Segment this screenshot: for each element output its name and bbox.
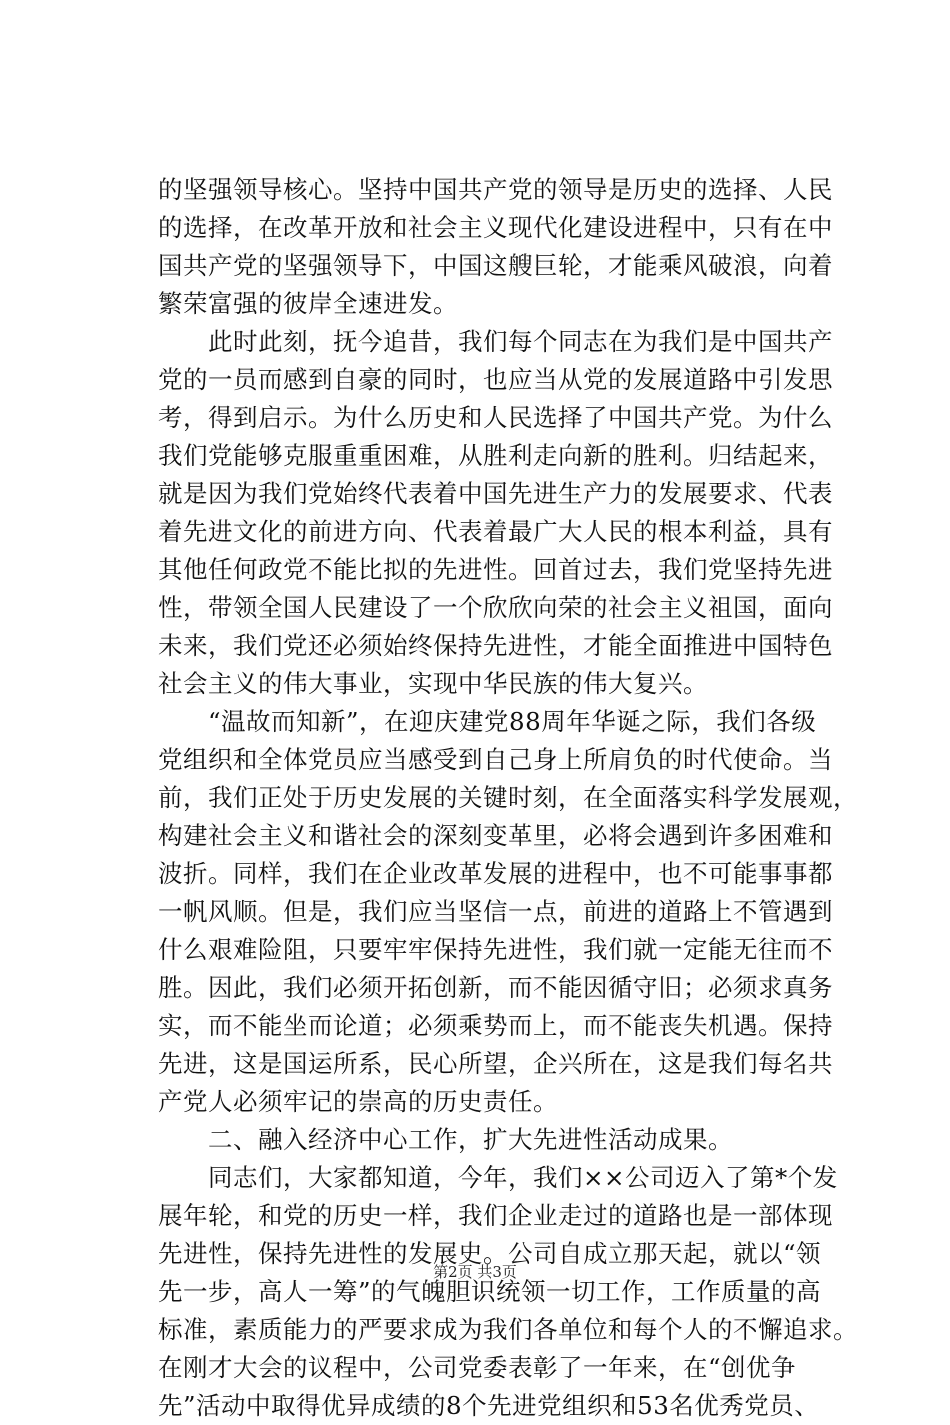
text-line-23: 实，而不能坐而论道；必须乘势而上，而不能丧失机遇。保持 [158,1011,833,1040]
text-line-10: 着先进文化的前进方向、代表着最广大人民的根本利益，具有 [158,517,833,546]
section-heading: 二、融入经济中心工作，扩大先进性活动成果。 [158,1125,733,1154]
text-line-5: 此时此刻，抚今追昔，我们每个同志在为我们是中国共产 [158,327,833,356]
text-line-6: 党的一员而感到自豪的同时，也应当从党的发展道路中引发思 [158,365,833,394]
text-line-2: 的选择，在改革开放和社会主义现代化建设进程中，只有在中 [158,213,833,242]
text-line-29: 先进性，保持先进性的发展史。公司自成立那天起，就以“领 [158,1239,822,1268]
text-line-4: 繁荣富强的彼岸全速进发。 [158,289,458,318]
text-line-25: 产党人必须牢记的崇高的历史责任。 [158,1087,558,1116]
text-line-13: 未来，我们党还必须始终保持先进性，才能全面推进中国特色 [158,631,833,660]
page-number-footer: 第2页 共3页 [433,1263,517,1281]
text-line-1: 的坚强领导核心。坚持中国共产党的领导是历史的选择、人民 [158,175,833,204]
text-line-7: 考，得到启示。为什么历史和人民选择了中国共产党。为什么 [158,403,833,432]
text-line-19: 波折。同样，我们在企业改革发展的进程中，也不可能事事都 [158,859,833,888]
text-line-17: 前，我们正处于历史发展的关键时刻，在全面落实科学发展观， [158,783,858,812]
text-line-3: 国共产党的坚强领导下，中国这艘巨轮，才能乘风破浪，向着 [158,251,833,280]
text-line-31: 标准，素质能力的严要求成为我们各单位和每个人的不懈追求。 [158,1315,858,1344]
text-line-18: 构建社会主义和谐社会的深刻变革里，必将会遇到许多困难和 [158,821,833,850]
body-text [158,171,858,1425]
text-line-14: 社会主义的伟大事业，实现中华民族的伟大复兴。 [158,669,708,698]
text-line-28: 展年轮，和党的历史一样，我们企业走过的道路也是一部体现 [158,1201,833,1230]
text-line-20: 一帆风顺。但是，我们应当坚信一点，前进的道路上不管遇到 [158,897,833,926]
text-line-21: 什么艰难险阻，只要牢牢保持先进性，我们就一定能无往而不 [158,935,833,964]
text-line-15: “温故而知新”，在迎庆建党88周年华诞之际，我们各级 [158,707,817,736]
text-line-11: 其他任何政党不能比拟的先进性。回首过去，我们党坚持先进 [158,555,833,584]
text-line-9: 就是因为我们党始终代表着中国先进生产力的发展要求、代表 [158,479,833,508]
text-line-12: 性，带领全国人民建设了一个欣欣向荣的社会主义祖国，面向 [158,593,833,622]
text-line-32: 在刚才大会的议程中，公司党委表彰了一年来，在“创优争 [158,1353,797,1382]
text-line-27: 同志们，大家都知道，今年，我们××公司迈入了第*个发 [158,1163,838,1192]
text-line-8: 我们党能够克服重重困难，从胜利走向新的胜利。归结起来， [158,441,833,470]
text-line-30: 先一步，高人一筹”的气魄胆识统领一切工作，工作质量的高 [158,1277,822,1306]
text-line-22: 胜。因此，我们必须开拓创新，而不能因循守旧；必须求真务 [158,973,833,1002]
text-line-33: 先”活动中取得优异成绩的8个先进党组织和53名优秀党员、 [158,1391,820,1420]
text-line-24: 先进，这是国运所系，民心所望，企兴所在，这是我们每名共 [158,1049,833,1078]
text-line-16: 党组织和全体党员应当感受到自己身上所肩负的时代使命。当 [158,745,833,774]
